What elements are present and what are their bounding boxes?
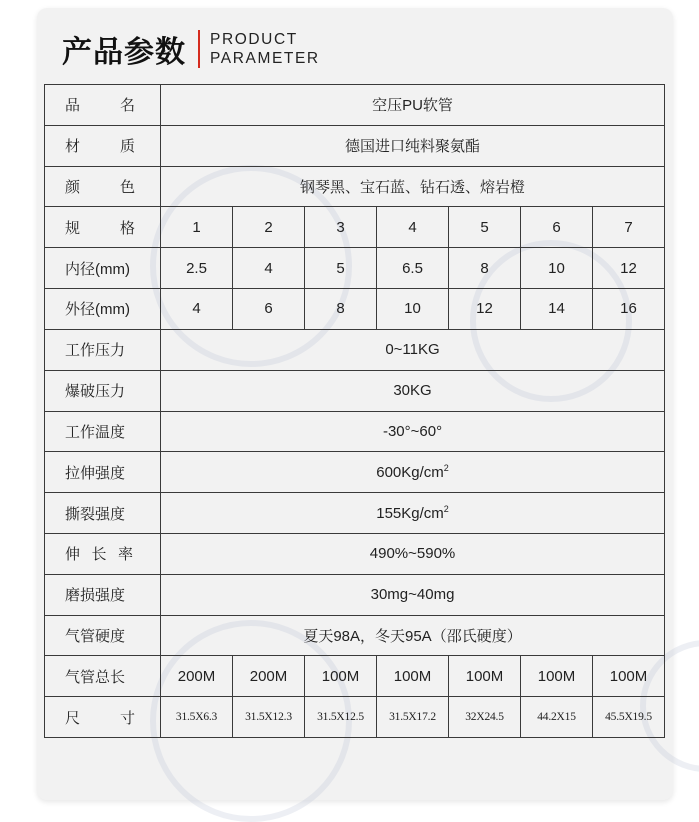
row-label: 气管总长 bbox=[45, 656, 161, 697]
size-cell: 44.2X15 bbox=[521, 697, 593, 738]
working-pressure-value: 0~11KG bbox=[161, 329, 665, 370]
heading-title-en bbox=[210, 30, 320, 68]
heading-title-zh: 产品参数 bbox=[62, 35, 186, 70]
row-label: 拉伸强度 bbox=[45, 452, 161, 493]
row-label: 尺 寸 bbox=[45, 697, 161, 738]
spec-cell: 7 bbox=[593, 207, 665, 248]
working-temp-value: -30°~60° bbox=[161, 411, 665, 452]
inner-diameter-cell: 5 bbox=[305, 248, 377, 289]
row-elongation bbox=[45, 533, 665, 574]
product-name-value: 空压PU软管 bbox=[161, 85, 665, 126]
outer-diameter-cell: 8 bbox=[305, 289, 377, 330]
row-label: 品 名 bbox=[45, 85, 161, 126]
material-value: 德国进口纯料聚氨酯 bbox=[161, 125, 665, 166]
tensile-sup: 2 bbox=[443, 463, 449, 474]
outer-diameter-cell: 12 bbox=[449, 289, 521, 330]
row-total-length bbox=[45, 656, 665, 697]
outer-diameter-cell: 4 bbox=[161, 289, 233, 330]
row-label: 爆破压力 bbox=[45, 370, 161, 411]
outer-diameter-cell: 16 bbox=[593, 289, 665, 330]
row-working-pressure bbox=[45, 329, 665, 370]
spec-cell: 5 bbox=[449, 207, 521, 248]
inner-diameter-cell: 12 bbox=[593, 248, 665, 289]
size-cell: 32X24.5 bbox=[449, 697, 521, 738]
row-label: 工作温度 bbox=[45, 411, 161, 452]
row-size bbox=[45, 697, 665, 738]
heading-en-line2: PARAMETER bbox=[210, 50, 320, 67]
length-cell: 200M bbox=[233, 656, 305, 697]
spec-cell: 1 bbox=[161, 207, 233, 248]
section-heading bbox=[62, 27, 320, 71]
size-cell: 31.5X6.3 bbox=[161, 697, 233, 738]
row-hardness bbox=[45, 615, 665, 656]
heading-divider bbox=[198, 30, 200, 68]
row-tensile-strength bbox=[45, 452, 665, 493]
outer-diameter-cell: 6 bbox=[233, 289, 305, 330]
row-label: 规 格 bbox=[45, 207, 161, 248]
heading-en-line1: PRODUCT bbox=[210, 31, 298, 48]
row-tear-strength bbox=[45, 493, 665, 534]
color-value: 钢琴黑、宝石蓝、钻石透、熔岩橙 bbox=[161, 166, 665, 207]
hardness-value: 夏天98A，冬天95A（邵氏硬度） bbox=[161, 615, 665, 656]
inner-diameter-cell: 6.5 bbox=[377, 248, 449, 289]
length-cell: 100M bbox=[449, 656, 521, 697]
inner-diameter-cell: 2.5 bbox=[161, 248, 233, 289]
row-label: 工作压力 bbox=[45, 329, 161, 370]
row-label: 磨损强度 bbox=[45, 574, 161, 615]
length-cell: 100M bbox=[521, 656, 593, 697]
parameter-table bbox=[44, 84, 665, 738]
row-outer-diameter bbox=[45, 289, 665, 330]
row-label: 外径(mm) bbox=[45, 289, 161, 330]
tear-sup: 2 bbox=[443, 504, 449, 515]
spec-cell: 3 bbox=[305, 207, 377, 248]
burst-pressure-value: 30KG bbox=[161, 370, 665, 411]
size-cell: 31.5X12.3 bbox=[233, 697, 305, 738]
row-label: 伸 长 率 bbox=[45, 533, 161, 574]
tear-strength-value bbox=[161, 493, 665, 534]
outer-diameter-cell: 14 bbox=[521, 289, 593, 330]
tear-main: 155Kg/cm bbox=[376, 505, 444, 523]
length-cell: 100M bbox=[593, 656, 665, 697]
size-cell: 31.5X12.5 bbox=[305, 697, 377, 738]
row-name bbox=[45, 85, 665, 126]
row-label: 气管硬度 bbox=[45, 615, 161, 656]
inner-diameter-cell: 8 bbox=[449, 248, 521, 289]
inner-diameter-cell: 10 bbox=[521, 248, 593, 289]
row-label: 颜 色 bbox=[45, 166, 161, 207]
tensile-main: 600Kg/cm bbox=[376, 464, 444, 482]
spec-cell: 2 bbox=[233, 207, 305, 248]
elongation-value: 490%~590% bbox=[161, 533, 665, 574]
row-label: 内径(mm) bbox=[45, 248, 161, 289]
outer-diameter-cell: 10 bbox=[377, 289, 449, 330]
row-label: 撕裂强度 bbox=[45, 493, 161, 534]
abrasion-value: 30mg~40mg bbox=[161, 574, 665, 615]
spec-cell: 6 bbox=[521, 207, 593, 248]
row-color bbox=[45, 166, 665, 207]
row-material bbox=[45, 125, 665, 166]
length-cell: 200M bbox=[161, 656, 233, 697]
row-spec bbox=[45, 207, 665, 248]
size-cell: 31.5X17.2 bbox=[377, 697, 449, 738]
row-inner-diameter bbox=[45, 248, 665, 289]
length-cell: 100M bbox=[305, 656, 377, 697]
row-working-temp bbox=[45, 411, 665, 452]
row-burst-pressure bbox=[45, 370, 665, 411]
inner-diameter-cell: 4 bbox=[233, 248, 305, 289]
row-abrasion bbox=[45, 574, 665, 615]
row-label: 材 质 bbox=[45, 125, 161, 166]
spec-cell: 4 bbox=[377, 207, 449, 248]
size-cell: 45.5X19.5 bbox=[593, 697, 665, 738]
length-cell: 100M bbox=[377, 656, 449, 697]
tensile-strength-value bbox=[161, 452, 665, 493]
